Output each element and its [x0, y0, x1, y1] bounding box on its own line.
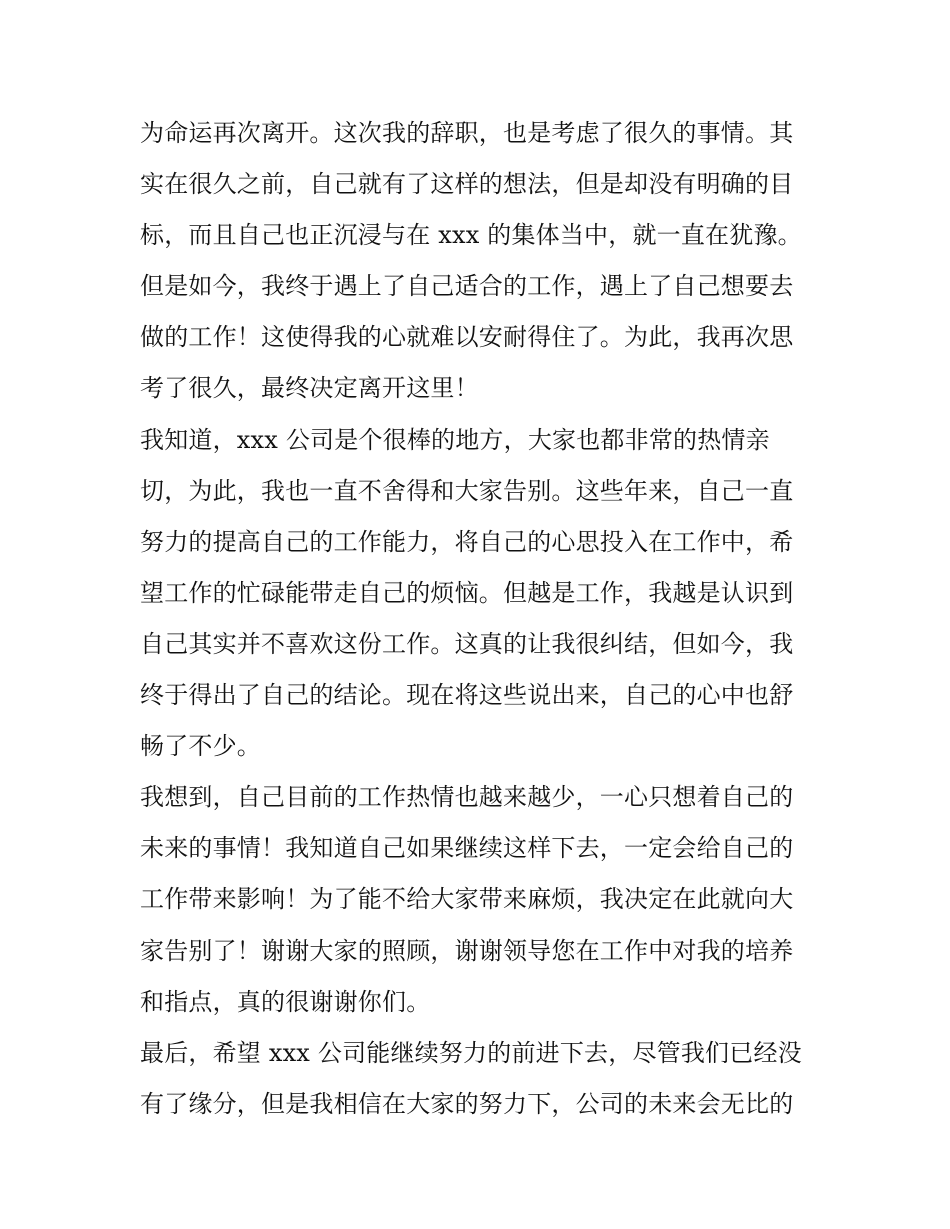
text-line: 望工作的忙碌能带走自己的烦恼。但越是工作，我越是认识到 — [140, 578, 794, 607]
text-line: 和指点，真的很谢谢你们。 — [140, 987, 431, 1016]
text-line: 切，为此，我也一直不舍得和大家告别。这些年来，自己一直 — [140, 476, 794, 505]
text-line: 未来的事情！我知道自己如果继续这样下去，一定会给自己的 — [140, 834, 794, 863]
text-line: 我知道，xxx 公司是个很棒的地方，大家也都非常的热情亲 — [140, 425, 770, 454]
text-line: 实在很久之前，自己就有了这样的想法，但是却没有明确的目 — [140, 170, 794, 199]
text-line: 但是如今，我终于遇上了自己适合的工作，遇上了自己想要去 — [140, 272, 794, 301]
text-line: 我想到，自己目前的工作热情也越来越少，一心只想着自己的 — [140, 783, 794, 812]
text-line: 标，而且自己也正沉浸与在 xxx 的集体当中，就一直在犹豫。 — [140, 221, 802, 250]
text-line: 考了很久，最终决定离开这里！ — [140, 374, 479, 403]
text-line: 终于得出了自己的结论。现在将这些说出来，自己的心中也舒 — [140, 681, 794, 710]
text-line: 最后，希望 xxx 公司能继续努力的前进下去，尽管我们已经没 — [140, 1038, 802, 1067]
text-line: 自己其实并不喜欢这份工作。这真的让我很纠结，但如今，我 — [140, 629, 794, 658]
text-line: 努力的提高自己的工作能力，将自己的心思投入在工作中，希 — [140, 527, 794, 556]
body-text — [140, 108, 820, 1130]
text-line: 工作带来影响！为了能不给大家带来麻烦，我决定在此就向大 — [140, 885, 794, 914]
text-line: 做的工作！这使得我的心就难以安耐得住了。为此，我再次思 — [140, 323, 794, 352]
text-line: 畅了不少。 — [140, 732, 261, 761]
text-line: 为命运再次离开。这次我的辞职，也是考虑了很久的事情。其 — [140, 119, 794, 147]
text-line: 有了缘分，但是我相信在大家的努力下，公司的未来会无比的 — [140, 1089, 794, 1118]
text-line: 家告别了！谢谢大家的照顾，谢谢领导您在工作中对我的培养 — [140, 936, 794, 965]
